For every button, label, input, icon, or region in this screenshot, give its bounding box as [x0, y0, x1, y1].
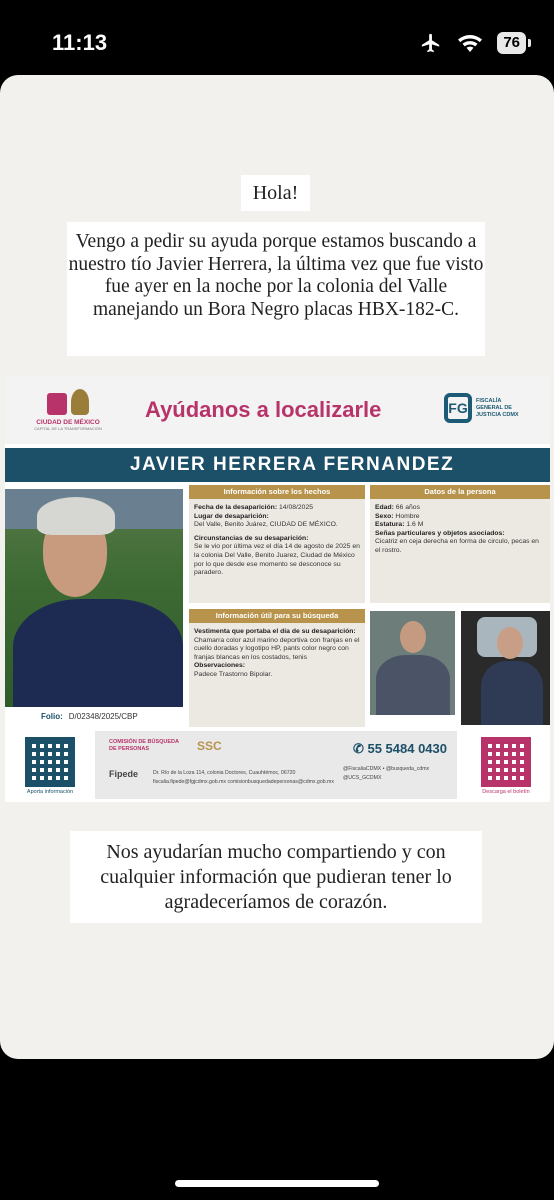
cdmx-logo: CIUDAD DE MÉXICO CAPITAL DE LA TRANSFORMACIÓN — [33, 387, 103, 431]
flyer-header — [5, 375, 550, 444]
panel-datos: Datos de la persona Edad: 66 años Sexo: Hombre Estatura: 1.6 M Señas particulares y objetos asociados: Cicatriz en ceja derecha en forma de circulo, pecas en el rostro. — [370, 485, 550, 603]
status-icons — [419, 32, 526, 54]
fipede-logo: Fipede — [109, 769, 139, 779]
fiscalia-icon: FG — [444, 393, 472, 423]
battery-indicator: 76 — [497, 32, 526, 54]
fiscalia-logo: FG FISCALÍA GENERAL DE JUSTICIA CDMX — [444, 393, 520, 423]
panel-busqueda: Información útil para su búsqueda Vestimenta que portaba el día de su desaparición: Chamarra color azul marino deportiva con franjas en el cuello doradas y logotipo HP, pants color negro con franjas blancas en los costados, tenis Observaciones: Padece Trastorno Bipolar. — [189, 609, 365, 727]
contact-address: Dr. Río de la Loza 114, colonia Doctores, Cuauhtémoc, 06720 fiscalia.fipede@fgjcdmx.gob.mx comisionbusquedadepersonas@cdmx.gob.mx — [153, 770, 334, 785]
message-top: Vengo a pedir su ayuda porque estamos buscando a nuestro tío Javier Herrera, la última vez que fue visto fue ayer en la noche por la colonia del Valle manejando un Bora Negro placas HBX-182-C. — [67, 222, 485, 356]
flyer-footer — [95, 731, 457, 799]
ssc-logo: SSC — [197, 739, 222, 753]
panel-hechos: Información sobre los hechos Fecha de la desaparición: 14/08/2025 Lugar de desaparición: Del Valle, Benito Juárez, CIUDAD DE MÉXICO. Circunstancias de su desaparición: Se le vio por última vez el día 14 de agosto de 2025 en la colonia Del Valle, Benito Juarez, Ciudad de México por lo que desde ese momento se desconoce su paradero. — [189, 485, 365, 603]
comision-logo: COMISIÓN DE BÚSQUEDA DE PERSONAS — [109, 739, 179, 752]
qr-code-report[interactable] — [25, 737, 75, 787]
home-indicator[interactable] — [175, 1180, 379, 1187]
person-name: JAVIER HERRERA FERNANDEZ — [5, 448, 550, 482]
airplane-mode-icon — [419, 32, 443, 54]
status-bar — [0, 0, 554, 75]
cdmx-emblem-icon — [71, 389, 89, 415]
folio: Folio: D/02348/2025/CBP — [41, 712, 138, 721]
social-handles: @FiscaliaCDMX • @busqueda_cdmx @UCS_GCDMX — [343, 766, 430, 781]
contact-phone: ✆ 55 5484 0430 — [352, 741, 447, 756]
clock: 11:13 — [52, 30, 108, 55]
cdmx-shield-icon — [47, 393, 67, 415]
wifi-icon — [457, 33, 483, 53]
main-photo — [5, 489, 183, 707]
greeting-text: Hola! — [241, 175, 310, 211]
message-bottom: Nos ayudarían mucho compartiendo y con cualquier información que pudieran tener lo agradeceríamos de corazón. — [70, 831, 482, 923]
photo-small-2 — [461, 611, 550, 725]
flyer-headline: Ayúdanos a localizarle — [145, 397, 382, 422]
missing-person-flyer: CIUDAD DE MÉXICO CAPITAL DE LA TRANSFORMACIÓN Ayúdanos a localizarle FG FISCALÍA GENERAL DE JUSTICIA CDMX JAVIER HERRERA FERNANDEZ Folio: D/02348/2025/CBP Información sobre los hechos Fecha de la desaparición: 14/08/2025 Lugar de desaparición: Del Valle, Benito Juárez, CIUDAD DE MÉXICO. Circunstancias de su desaparición: Se le vio por última vez el día 14 de agosto de 2025 en la colonia Del Valle, Benito Juarez, Ciudad de México por lo que desde ese momento se desconoce su paradero. Datos de la persona Edad: 66 años Sexo: Hombre Estatura: 1.6 M Señas particulares y objetos asociados: Cicatriz en ceja derecha en forma de circulo, pecas en el rostro. Información útil para su búsqueda Vestimenta que portaba el día de su desaparición: Chamarra color azul marino deportiva con franjas en el cuello doradas y logotipo HP, pants color negro con franjas blancas en los costados, tenis Observaciones: Padece Trastorno Bipolar. Aporta información Descarga el boletín COMISIÓN DE BÚSQUEDA DE PERSONAS SSC ✆ 55 5484 0430 Fipede Dr. Río de la Loza 114, colonia Doctores, Cuauhtémoc, 06720 fiscalia.fipede@fgjcdmx.gob.mx comisionbusquedadepersonas@cdmx.gob.mx @FiscaliaCDMX • @busqueda_cdmx @UCS_GCDMX — [5, 375, 550, 802]
phone-icon: ✆ — [352, 741, 368, 756]
photo-small-1 — [370, 611, 455, 715]
story-card — [0, 75, 554, 1059]
qr-code-download[interactable] — [481, 737, 531, 787]
